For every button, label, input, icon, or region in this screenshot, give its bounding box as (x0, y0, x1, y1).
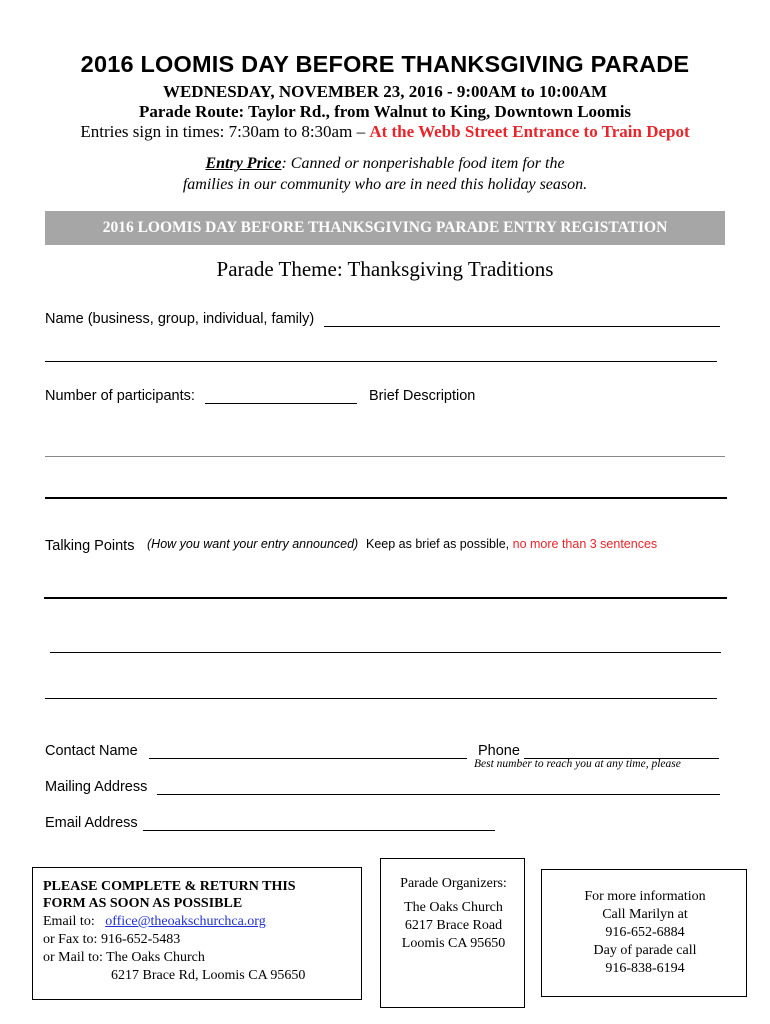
talking-points-hint: (How you want your entry announced) (147, 537, 359, 551)
organizers-box (380, 858, 525, 1008)
contact-name-field-line[interactable] (149, 758, 467, 759)
contact-info-box (541, 869, 747, 997)
talking-points-note (366, 537, 657, 551)
mailing-address-label: Mailing Address (45, 779, 148, 795)
entry-price-line-1 (0, 155, 770, 173)
talking-points-label: Talking Points (45, 538, 135, 554)
entry-price-line-2: families in our community who are in need this holiday season. (182, 176, 588, 193)
description-field-line-1[interactable] (45, 456, 725, 457)
info-line-2: Call Marilyn at (602, 907, 688, 922)
contact-name-label: Contact Name (45, 743, 138, 759)
document-title: 2016 LOOMIS DAY BEFORE THANKSGIVING PARADE (80, 51, 690, 77)
phone-label: Phone (478, 743, 520, 759)
phone-hint: Best number to reach you at any time, please (474, 758, 681, 770)
organizer-city: Loomis CA 95650 (401, 936, 506, 951)
organizer-street: 6217 Brace Road (404, 918, 503, 933)
email-address-field-line[interactable] (143, 830, 495, 831)
sign-in-text: Entries sign in times: 7:30am to 8:30am – (80, 122, 370, 141)
organizer-name: The Oaks Church (404, 900, 503, 915)
mailing-address-field-line[interactable] (157, 794, 720, 795)
brief-description-label: Brief Description (369, 388, 476, 404)
return-heading-2: FORM AS SOON AS POSSIBLE (43, 896, 243, 911)
return-heading-1: PLEASE COMPLETE & RETURN THIS (43, 879, 296, 894)
description-field-line-2[interactable] (45, 497, 727, 499)
participants-label: Number of participants: (45, 388, 195, 404)
entry-price-label: Entry Price (205, 155, 282, 172)
talking-points-line-2[interactable] (50, 652, 721, 653)
sign-in-location: At the Webb Street Entrance to Train Depot (369, 122, 690, 141)
name-field-line-2[interactable] (45, 361, 717, 362)
info-line-4: Day of parade call (593, 943, 697, 958)
info-phone-2: 916-838-6194 (605, 961, 685, 976)
name-field-line[interactable] (324, 326, 720, 327)
participants-field-line[interactable] (205, 403, 357, 404)
return-fax-line: or Fax to: 916-652-5483 (43, 932, 181, 947)
return-address-line: 6217 Brace Rd, Loomis CA 95650 (111, 968, 306, 983)
parade-route: Parade Route: Taylor Rd., from Walnut to King, Downtown Loomis (138, 102, 632, 121)
sign-in-times (0, 122, 770, 142)
email-address-label: Email Address (45, 815, 138, 831)
talking-points-line-1[interactable] (44, 597, 727, 599)
return-mail-line: or Mail to: The Oaks Church (43, 950, 205, 965)
organizers-title: Parade Organizers: (400, 876, 507, 891)
email-link[interactable]: office@theoakschurchca.org (105, 914, 266, 929)
talking-note-limit: no more than 3 sentences (512, 537, 658, 551)
event-date-time: WEDNESDAY, NOVEMBER 23, 2016 - 9:00AM to 10:00AM (162, 82, 608, 101)
entry-price-text-1: : Canned or nonperishable food item for the (281, 155, 565, 172)
talking-note-text: Keep as brief as possible, (366, 537, 513, 551)
info-line-1: For more information (584, 889, 706, 904)
talking-points-line-3[interactable] (45, 698, 717, 699)
return-email-line (43, 913, 266, 931)
return-instructions-box (32, 867, 362, 1000)
info-phone-1: 916-652-6884 (605, 925, 685, 940)
name-label: Name (business, group, individual, family) (45, 311, 315, 327)
parade-theme: Parade Theme: Thanksgiving Traditions (216, 257, 554, 281)
registration-banner: 2016 LOOMIS DAY BEFORE THANKSGIVING PARADE ENTRY REGISTATION (45, 211, 725, 245)
return-email-prefix: Email to: (43, 914, 106, 929)
